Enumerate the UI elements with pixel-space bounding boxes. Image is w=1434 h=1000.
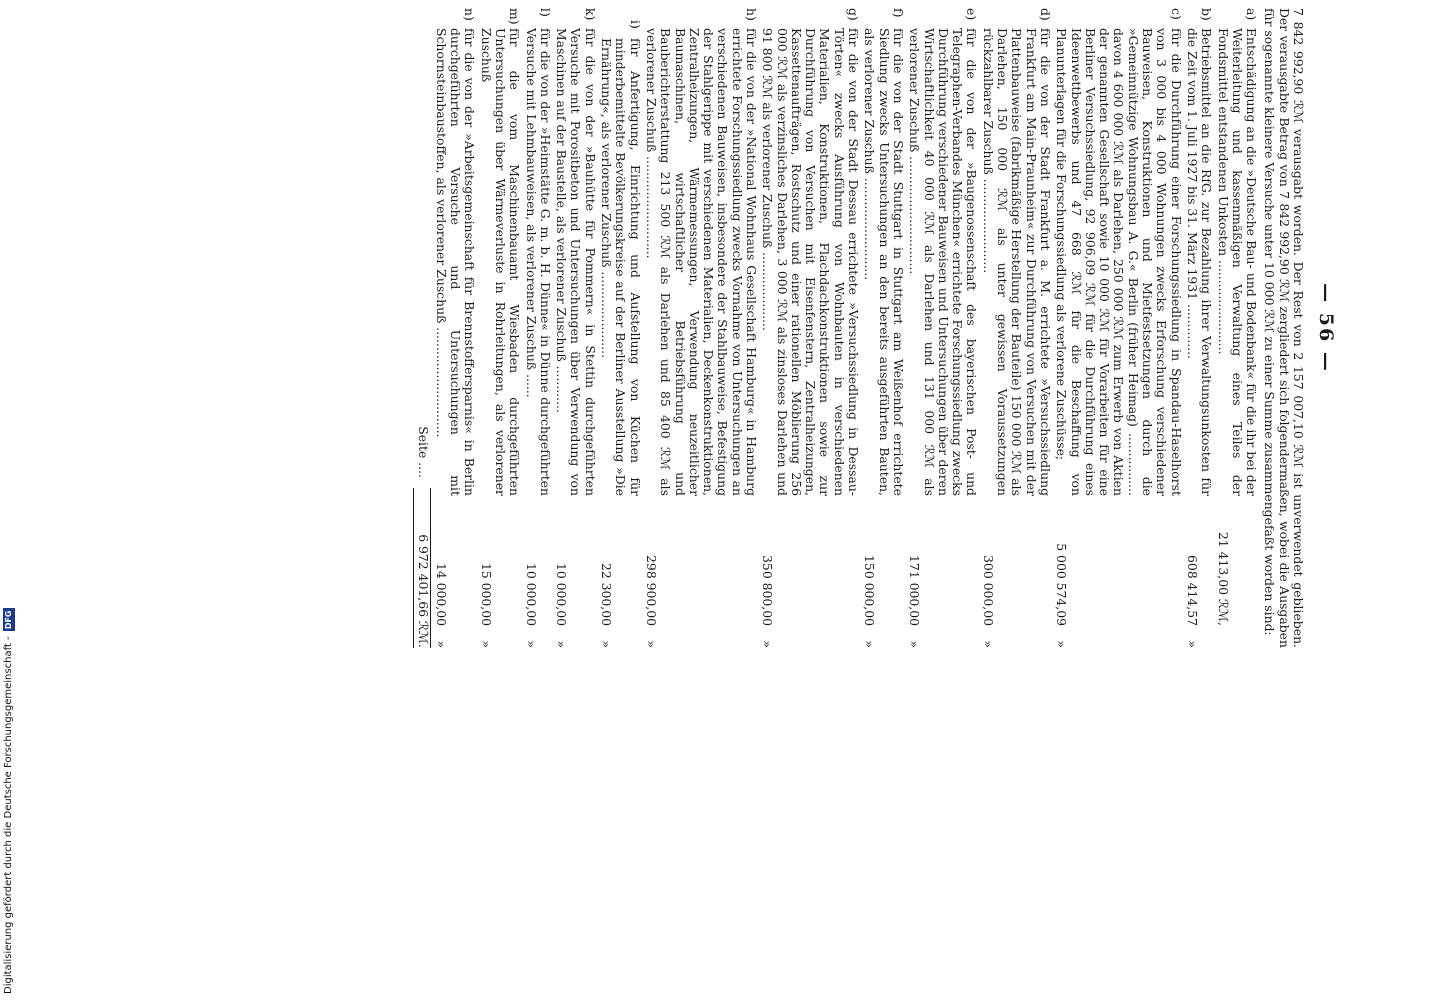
item-currency: » <box>980 640 996 648</box>
list-item-n <box>433 8 476 648</box>
item-amount: 14 000,00 <box>433 562 449 626</box>
item-text: Entschädigung an die »Deutsche Bau- und Bodenbank« für die ihr bei der Weiterleitung und kassenmäßigen Verwaltung eines Teiles der Fondsmittel entstandenen Unkosten ........................ <box>1215 28 1260 496</box>
item-currency: » <box>907 640 923 648</box>
item-label: m) <box>507 8 523 25</box>
item-text: Betriebsmittel an die RfG. zur Bezahlung ihrer Verwaltungsunkosten für die Zeit vom 1. Juli 1927 bis 31. März 1931 .............. <box>1184 28 1215 496</box>
list-item-d <box>980 8 1051 648</box>
item-currency: » <box>862 640 878 648</box>
item-amount: 21 413,00 ℛℳ, <box>1215 531 1231 626</box>
item-label: a) <box>1244 8 1260 21</box>
total-label: Seite .... <box>416 426 432 478</box>
item-currency: » <box>1184 640 1200 648</box>
item-currency: » <box>433 640 449 648</box>
item-amount: 608 414,57 <box>1184 555 1200 626</box>
dfg-logo-icon: DFG <box>4 610 13 630</box>
item-text: für die von der »National Wohnhaus Gesellschaft Hamburg« in Hamburg errichtete Forschungssiedlung zwecks Vornahme von Untersuchungen an verschiedenen Bauweisen, insbesondere der Stahlbauweise, Befestigung der Stahlgerippe mit verschiedenen Materialien, Deckenkonstruktionen, Zentralheizungen, Wärmemessungen, Verwendung neuzeitlicher Baumaschinen, wirtschaftlicher Betriebsführung und Bauberichterstattung 213 500 ℛℳ als Darlehen und 85 400 ℛℳ als verlorener Zuschuß .......................... <box>643 28 760 496</box>
item-text: für die von der »Bauhütte für Pommern« in Stettin durchgeführten Versuche mit Porositbeton und Untersuchungen über Verwendung von Maschinen auf der Baustelle, als verlorener Zuschuß ............ <box>554 28 598 496</box>
expense-list <box>433 8 1258 648</box>
total-amount: 6 972 401,66 ℛℳ. <box>416 534 432 648</box>
item-text: für die Durchführung einer Forschungssiedlung in Spandau-Haselhorst von 3 000 bis 4 000 Wohnungen zwecks Erforschung verschiedener Bauweisen, Konstruktionen und Mietfestsetzungen durch die »Gemeinnützige Wohnungsbau A. G.« Berlin (früher Heimag) ................ davon 4 600 000 ℛℳ als Darlehen, 250 000 ℛℳ zum Erwerb von Aktien der genannten Gesellschaft sowie 10 000 ℛℳ für Vorarbeiten für eine Berliner Versuchssiedlung, 92 906,09 ℛℳ für die Durchführung eines Ideenwettbewerbs und 47 668 ℛℳ für die Beschaffung von Planunterlagen für die Forschungssiedlung als verlorene Zuschüsse; <box>1054 28 1184 496</box>
item-text: für die von der Stadt Stuttgart in Stuttgart am Weißenhof errichtete Siedlung zwecks Untersuchungen an den bereits ausgeführten Bauten, als verlorener Zuschuß .......................... <box>862 28 906 496</box>
list-item-a <box>1215 8 1258 648</box>
item-amount: 171 000,00 <box>907 555 923 626</box>
digitization-credit <box>3 602 15 994</box>
item-label: b) <box>1199 8 1215 21</box>
item-currency: » <box>478 640 494 648</box>
item-currency: » <box>760 640 776 648</box>
item-label: g) <box>846 8 862 21</box>
item-amount: 150 000,00 <box>862 555 878 626</box>
item-label: k) <box>582 8 598 21</box>
item-text: für Anfertigung, Einrichtung und Aufstellung von Küchen für minderbemittelte Bevölkerungskreise auf der Berliner Ausstellung »Die Ernährung«, als verlorener Zuschuß ...................... <box>599 38 643 496</box>
list-item-g <box>760 8 860 648</box>
item-text: für die von der Stadt Frankfurt a. M. errichtete »Versuchssiedlung Frankfurt am Main-Praunheim« zur Durchführung von Versuchen mit der Plattenbauweise (fabrikmäßige Herstellung der Bauteile) 150 000 ℛℳ als Darlehen, 150 000 ℛℳ als unter gewissen Voraussetzungen rückzahlbarer Zuschuß ........................ <box>980 28 1053 496</box>
item-label: d) <box>1037 8 1053 21</box>
item-label: l) <box>537 8 553 17</box>
item-text: für die von der »Arbeitsgemeinschaft für Brennstoffersparnis« in Berlin durchgeführten Versuche und Untersuchungen mit Schornsteinbaustoffen, als verlorener Zuschuß ............................ <box>433 28 478 496</box>
item-label: c) <box>1168 8 1184 20</box>
item-text: für die von der »Baugenossenschaft des bayerischen Post- und Telegraphen-Verbandes München« errichtete Forschungssiedlung zwecks Durchführung verschiedener Bauweisen und Untersuchungen über deren Wirtschaftlichkeit 40 000 ℛℳ als Darlehen und 131 000 ℛℳ als verlorener Zuschuß .............................. <box>907 28 980 496</box>
list-item-k <box>554 8 597 648</box>
list-item-c <box>1054 8 1183 648</box>
item-currency: » <box>554 640 570 648</box>
item-text: für die vom Maschinenbauamt Wiesbaden durchgeführten Untersuchungen über Wärmeverluste in Rohrleitungen, als verlorener Zuschuß <box>478 28 523 496</box>
list-item-h <box>644 8 758 648</box>
total-rule <box>413 488 414 648</box>
item-amount: 350 800,00 <box>760 555 776 626</box>
item-amount: 15 000,00 <box>478 562 494 626</box>
item-label: e) <box>964 8 980 21</box>
item-amount: 5 000 574,09 <box>1054 543 1070 626</box>
list-item-l <box>523 8 552 648</box>
list-item-b <box>1185 8 1214 648</box>
item-currency: » <box>1054 640 1070 648</box>
item-amount: 10 000,00 <box>554 562 570 626</box>
page-number: — 56 — <box>1315 283 1337 373</box>
list-item-f <box>862 8 905 648</box>
list-item-m <box>478 8 521 648</box>
item-text: für die von der Stadt Dessau errichtete »Versuchssiedlung in Dessau-Törten« zwecks Ausführung von Wohnbauten in verschiedenen Materialien, Konstruktionen, Flachdachkonstruktionen sowie zur Durchführung von Versuchen mit Eisenfenstern, Zentralheizungen, Kassettenaufträgen, Rostschutz und einer rationellen Möblierung 256 000 ℛℳ als verzinsliches Darlehen, 3 000 ℛℳ als zinsloses Darlehen und 91 800 ℛℳ als verlorener Zuschuß .................... <box>760 28 862 496</box>
credit-text: Digitalisierung gefördert durch die Deutsche Forschungsgemeinschaft - <box>3 636 14 994</box>
item-label: n) <box>462 8 478 21</box>
list-item-i <box>599 8 642 648</box>
item-amount: 300 000,00 <box>980 555 996 626</box>
item-amount: 22 300,00 <box>599 562 615 626</box>
intro-paragraph: 7 842 992,90 ℛℳ verausgabt worden. Der Rest von 2 157 007,10 ℛℳ ist unverwendet geblieben. Der verausgabte Betrag von 7 842 992,90 ℛℳ zergliedert sich folgendermaßen, wobei die Ausgaben für sogenannte kleinere Versuche unter 10 000 ℛℳ zu einer Summe zusammengefaßt worden sind: <box>1262 8 1306 648</box>
item-currency: » <box>643 640 659 648</box>
item-label: i) <box>627 20 643 29</box>
page-total <box>416 8 430 648</box>
item-amount: 298 900,00 <box>643 555 659 626</box>
rotated-document-page <box>187 8 1337 648</box>
item-amount: 10 000,00 <box>523 562 539 626</box>
list-item-e <box>907 8 978 648</box>
item-currency: » <box>523 640 539 648</box>
item-text: für die von der »Heimstätte G. m. b. H. Dünne« in Dünne durchgeführten Versuche mit Lehmbauweisen, als verlorener Zuschuß ...... <box>523 28 553 496</box>
item-currency: » <box>599 640 615 648</box>
item-label: f) <box>890 8 906 18</box>
item-label: h) <box>744 8 760 21</box>
